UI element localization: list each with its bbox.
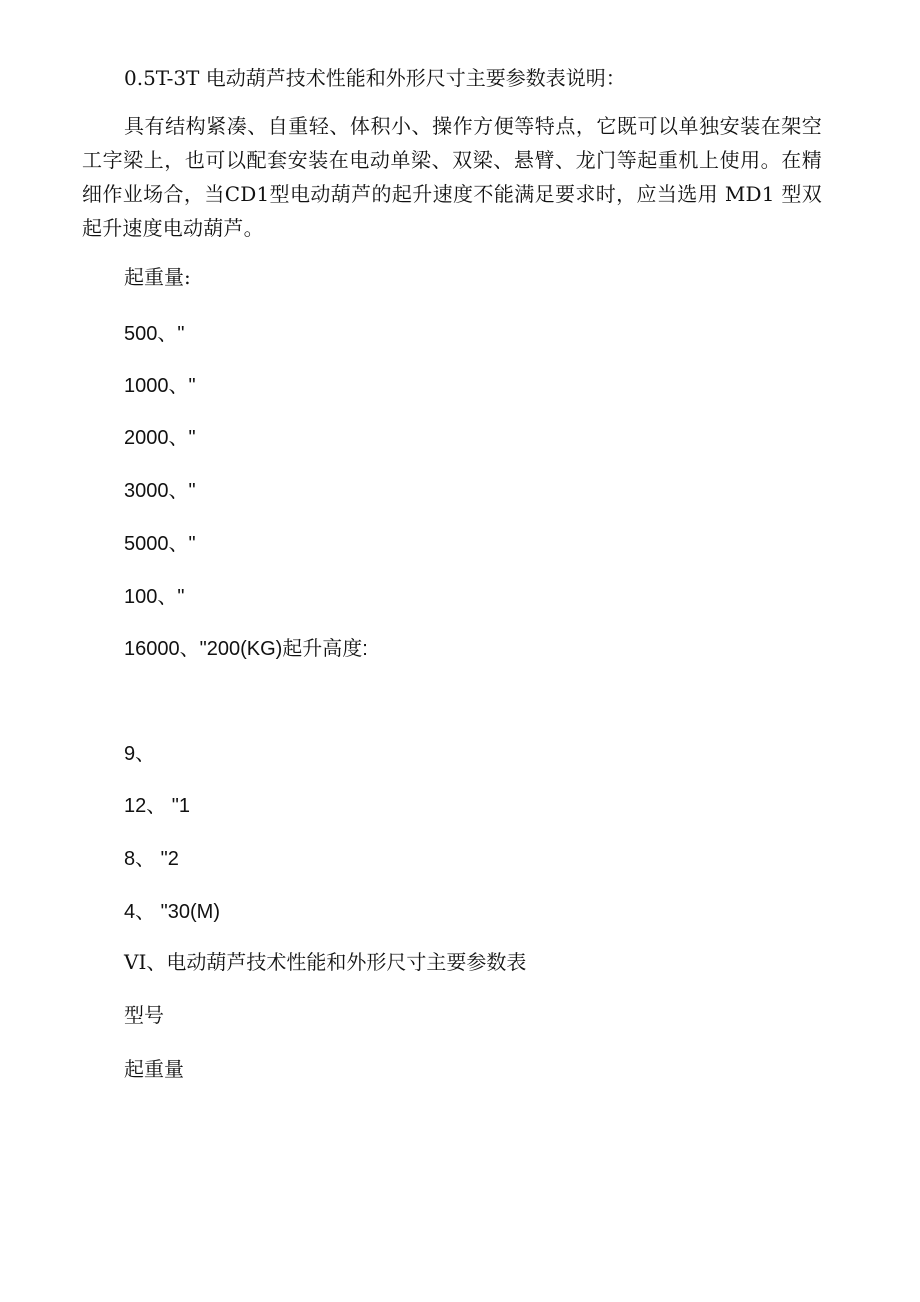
height-item: 4、 "30(M): [124, 901, 221, 923]
capacity-item: 3000、": [124, 480, 196, 502]
document-heading: 0.5T-3T 电动葫芦技术性能和外形尺寸主要参数表说明：: [124, 66, 626, 90]
table-heading: VI、电动葫芦技术性能和外形尺寸主要参数表: [124, 950, 527, 974]
capacity-item: 5000、": [124, 533, 196, 555]
capacity-item: 500、": [124, 323, 185, 345]
height-item: 9、: [124, 743, 156, 765]
height-item: 12、 "1: [124, 795, 191, 817]
height-item: 8、 "2: [124, 848, 179, 870]
capacity-item-with-height-label: 16000、"200(KG)起升高度:: [124, 638, 368, 660]
intro-paragraph: 具有结构紧凑、自重轻、体积小、操作方便等特点，它既可以单独安装在架空工字梁上，也可以配套安装在电动单梁、双梁、悬臂、龙门等起重机上使用。在精细作业场合，当CD1型电动葫芦的起升速度不能满足要求时，应当选用 MD1 型双起升速度电动葫芦。: [82, 114, 822, 240]
capacity-item: 2000、": [124, 427, 196, 449]
column-label-capacity: 起重量: [124, 1057, 184, 1081]
capacity-item: 100、": [124, 586, 185, 608]
capacity-item: 1000、": [124, 375, 196, 397]
column-label-model: 型号: [124, 1003, 164, 1027]
capacity-label: 起重量:: [124, 265, 191, 289]
